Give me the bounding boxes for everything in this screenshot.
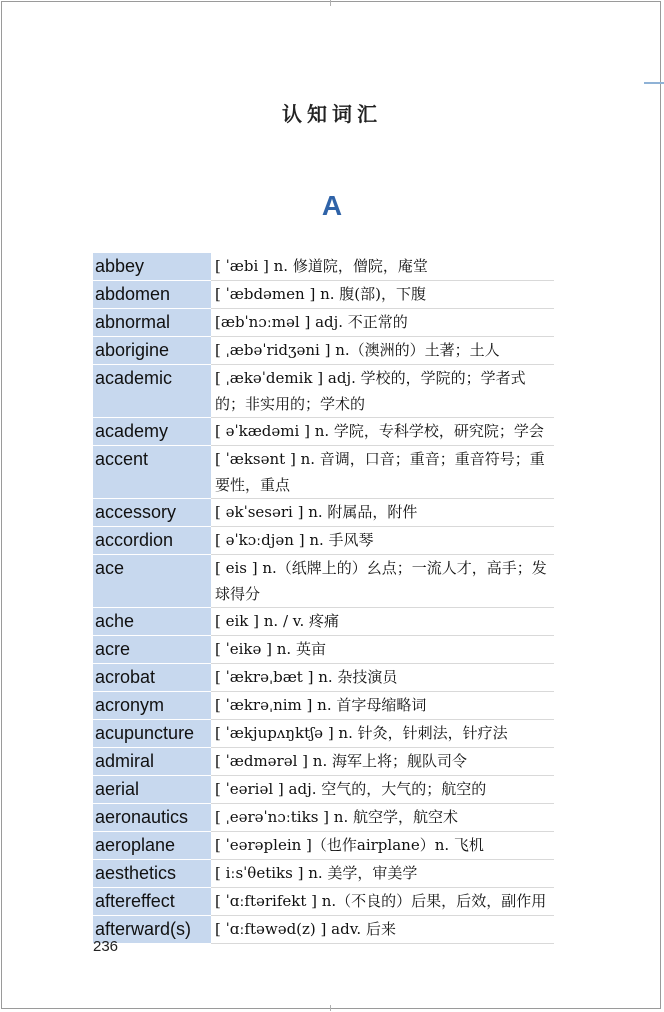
vocab-definition: [ ˈækjupʌŋktʃə ] n. 针灸，针刺法，针疗法 xyxy=(215,724,508,742)
page-number: 236 xyxy=(93,938,119,955)
vocab-definition: [æbˈnɔːməl ] adj. 不正常的 xyxy=(215,313,408,331)
vocab-entry xyxy=(93,499,554,527)
vocab-entry xyxy=(93,309,554,337)
vocab-definition: [ ˈɑːftəwəd(z) ] adv. 后来 xyxy=(215,920,396,938)
vocab-word: aborigine xyxy=(93,337,211,365)
vocab-word: acupuncture xyxy=(93,720,211,748)
vocabulary-list xyxy=(93,253,554,944)
vocab-definition: [ ˈækrəˌbæt ] n. 杂技演员 xyxy=(215,668,398,686)
vocab-entry xyxy=(93,888,554,916)
vocab-word: acronym xyxy=(93,692,211,720)
vocab-definition: [ əˈkædəmi ] n. 学院，专科学校，研究院；学会 xyxy=(215,422,544,440)
vocab-entry xyxy=(93,418,554,446)
page-title: 认知词汇 xyxy=(282,102,382,126)
vocab-entry xyxy=(93,720,554,748)
vocab-definition: [ ˌæbəˈridʒəni ] n.（澳洲的）土著；土人 xyxy=(215,341,500,359)
vocab-word: abdomen xyxy=(93,281,211,309)
vocab-word: aerial xyxy=(93,776,211,804)
vocab-definition: [ iːsˈθetiks ] n. 美学，审美学 xyxy=(215,864,418,882)
vocab-entry xyxy=(93,365,554,418)
vocab-definition: [ ˈækrəˌnim ] n. 首字母缩略词 xyxy=(215,696,427,714)
vocab-entry xyxy=(93,832,554,860)
vocab-entry xyxy=(93,337,554,365)
vocab-definition: [ ˈæksənt ] n. 音调，口音；重音；重音符号；重要性，重点 xyxy=(215,450,545,494)
page-edge-mark xyxy=(644,82,664,84)
vocab-word: aeronautics xyxy=(93,804,211,832)
vocab-word: accessory xyxy=(93,499,211,527)
vocab-definition: [ əˈkɔːdjən ] n. 手风琴 xyxy=(215,531,374,549)
vocab-word: abbey xyxy=(93,253,211,281)
vocab-word: aftereffect xyxy=(93,888,211,916)
vocab-word: accent xyxy=(93,446,211,499)
vocab-entry xyxy=(93,776,554,804)
vocab-word: acre xyxy=(93,636,211,664)
vocab-word: accordion xyxy=(93,527,211,555)
vocab-definition: [ ˈædmərəl ] n. 海军上将；舰队司令 xyxy=(215,752,467,770)
vocab-entry xyxy=(93,446,554,499)
vocab-definition: [ ˈɑːftərifekt ] n.（不良的）后果，后效，副作用 xyxy=(215,892,547,910)
vocab-definition: [ eik ] n. / v. 疼痛 xyxy=(215,612,340,630)
vocab-definition: [ eis ] n.（纸牌上的）幺点；一流人才，高手；发球得分 xyxy=(215,559,547,603)
vocab-entry xyxy=(93,636,554,664)
vocab-entry xyxy=(93,608,554,636)
vocab-word: academy xyxy=(93,418,211,446)
vocab-entry xyxy=(93,748,554,776)
vocab-definition: [ ˈeərəplein ]（也作airplane）n. 飞机 xyxy=(215,836,484,854)
vocab-entry xyxy=(93,253,554,281)
vocab-word: aesthetics xyxy=(93,860,211,888)
vocab-entry xyxy=(93,555,554,608)
vocab-entry xyxy=(93,860,554,888)
vocab-word: ache xyxy=(93,608,211,636)
vocab-word: ace xyxy=(93,555,211,608)
vocab-entry xyxy=(93,281,554,309)
vocab-definition: [ ˌeərəˈnɔːtiks ] n. 航空学，航空术 xyxy=(215,808,458,826)
vocab-definition: [ ˈæbi ] n. 修道院，僧院，庵堂 xyxy=(215,257,428,275)
section-letter: A xyxy=(321,190,343,221)
vocab-definition: [ ˈeəriəl ] adj. 空气的，大气的；航空的 xyxy=(215,780,487,798)
vocab-word: admiral xyxy=(93,748,211,776)
vocab-word: afterward(s) xyxy=(93,916,211,944)
vocab-entry xyxy=(93,804,554,832)
vocab-entry xyxy=(93,916,554,944)
crop-mark-top xyxy=(330,0,331,6)
vocab-definition: [ ˈæbdəmen ] n. 腹(部)，下腹 xyxy=(215,285,426,303)
vocab-definition: [ əkˈsesəri ] n. 附属品，附件 xyxy=(215,503,418,521)
vocab-entry xyxy=(93,664,554,692)
vocab-word: abnormal xyxy=(93,309,211,337)
vocab-word: acrobat xyxy=(93,664,211,692)
crop-mark-bottom xyxy=(330,1005,331,1011)
vocab-word: aeroplane xyxy=(93,832,211,860)
vocab-definition: [ ˈeikə ] n. 英亩 xyxy=(215,640,326,658)
vocab-word: academic xyxy=(93,365,211,418)
vocab-entry xyxy=(93,527,554,555)
vocab-definition: [ ˌækəˈdemik ] adj. 学校的，学院的；学者式的；非实用的；学术的 xyxy=(215,369,526,413)
vocab-entry xyxy=(93,692,554,720)
